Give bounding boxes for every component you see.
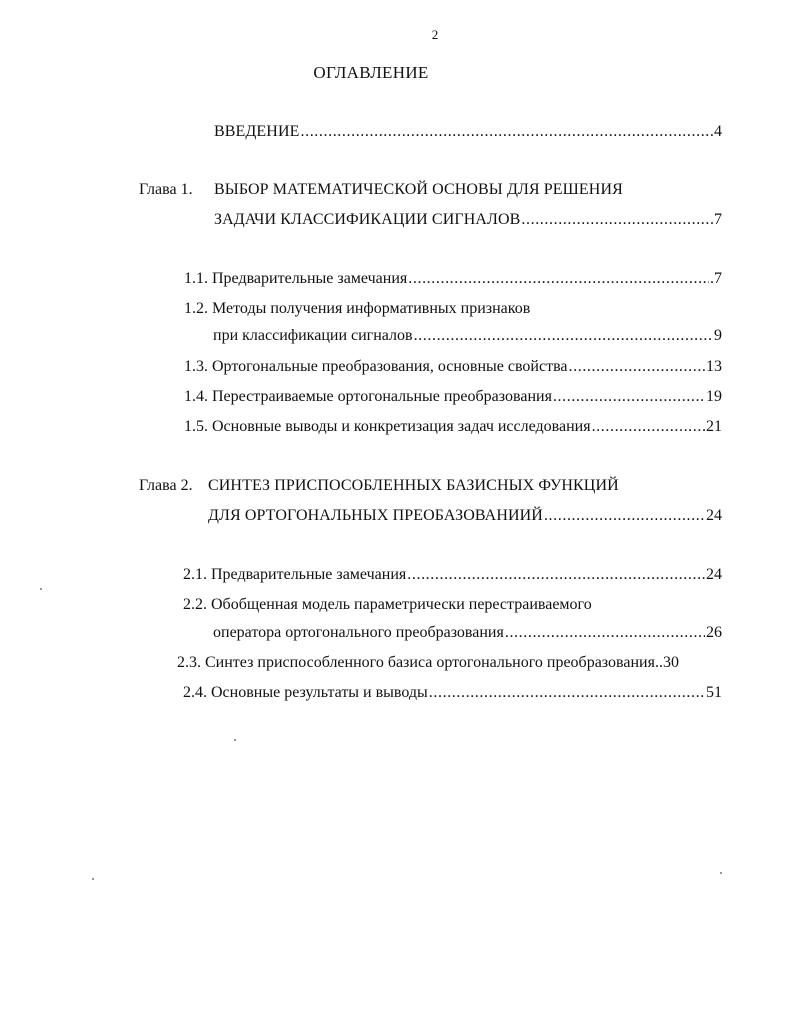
toc-entry-page: 21 <box>706 418 722 435</box>
toc-entry-page: .7 <box>710 270 722 287</box>
chapter2-prefix: Глава 2. <box>139 477 193 494</box>
leader-dots <box>544 506 705 526</box>
chapter1-prefix: Глава 1. <box>139 181 193 198</box>
toc-entry-1-3[interactable] <box>184 357 722 377</box>
toc-entry-2-2[interactable] <box>213 623 722 643</box>
leader-dots <box>407 565 705 585</box>
leader-dots <box>505 623 705 643</box>
section-number: 1.4. <box>184 388 208 405</box>
section-number: 2.3. <box>177 654 201 671</box>
section-title: Методы получения информативных признаков <box>212 300 531 317</box>
section-number: 1.5. <box>184 418 208 435</box>
section-number: 2.2. <box>183 596 207 613</box>
section-number: 1.1. <box>184 270 208 287</box>
toc-entry-page: 26 <box>706 624 722 641</box>
chapter2-title-line2: ДЛЯ ОРТОГОНАЛЬНЫХ ПРЕОБАЗОВАНИИЙ <box>208 507 543 524</box>
leader-dots <box>521 210 713 230</box>
section-number: 2.4. <box>183 684 207 701</box>
toc-entry-intro[interactable] <box>214 122 722 142</box>
chapter1-title-line2: ЗАДАЧИ КЛАССИФИКАЦИИ СИГНАЛОВ <box>214 211 521 228</box>
toc-entry-1-2-line1[interactable] <box>184 299 530 319</box>
toc-entry-page: 51 <box>706 684 722 701</box>
section-title: Обобщенная модель параметрически перестраиваемого <box>211 596 592 613</box>
scan-speck <box>92 878 94 880</box>
toc-entry-page: 13 <box>706 358 722 375</box>
toc-entry-page: 7 <box>714 211 722 228</box>
toc-entry-page: 9 <box>714 327 722 344</box>
toc-entry-page: 19 <box>706 388 722 405</box>
section-title: Основные результаты и выводы <box>211 684 428 701</box>
toc-entry-1-2[interactable] <box>213 326 722 346</box>
section-number: 1.2. <box>184 300 208 317</box>
leader-dots <box>569 357 705 377</box>
leader-dots <box>553 387 705 407</box>
page-number: 2 <box>431 27 439 42</box>
section-title: Предварительные замечания <box>211 566 407 583</box>
section-title: Синтез приспособленного базиса ортогонального преобразования..30 <box>205 654 679 671</box>
scan-speck <box>720 872 722 874</box>
section-title: Предварительные замечания <box>212 270 408 287</box>
toc-entry-2-4[interactable] <box>183 683 722 703</box>
section-title: Перестраиваемые ортогональные преобразования <box>212 388 552 405</box>
toc-entry-1-1[interactable] <box>184 269 722 289</box>
leader-dots <box>414 326 713 346</box>
toc-entry-page: 4 <box>714 123 722 140</box>
toc-entry-label: ВВЕДЕНИЕ <box>214 123 300 140</box>
scan-speck <box>234 739 236 741</box>
leader-dots <box>429 683 705 703</box>
chapter1-title-line1[interactable]: ВЫБОР МАТЕМАТИЧЕСКОЙ ОСНОВЫ ДЛЯ РЕШЕНИЯ <box>214 181 623 198</box>
toc-entry-2-3[interactable] <box>177 653 679 673</box>
page-title: ОГЛАВЛЕНИЕ <box>313 63 429 82</box>
toc-entry-2-1[interactable] <box>183 565 722 585</box>
toc-entry-1-5[interactable] <box>184 417 722 437</box>
section-title: Основные выводы и конкретизация задач исследования <box>212 418 591 435</box>
leader-dots <box>592 417 705 437</box>
section-number: 2.1. <box>183 566 207 583</box>
section-title: Ортогональные преобразования, основные свойства <box>212 358 568 375</box>
chapter2-title-line1[interactable]: СИНТЕЗ ПРИСПОСОБЛЕННЫХ БАЗИСНЫХ ФУНКЦИЙ <box>208 477 619 494</box>
leader-dots <box>408 269 709 289</box>
toc-entry-2-2-line1[interactable] <box>183 595 592 615</box>
section-title-line2: оператора ортогонального преобразования <box>213 624 504 641</box>
scan-speck <box>40 588 42 590</box>
toc-entry-chapter2[interactable] <box>208 506 722 526</box>
section-title-line2: при классификации сигналов <box>213 327 413 344</box>
toc-entry-page: 24 <box>706 566 722 583</box>
toc-entry-1-4[interactable] <box>184 387 722 407</box>
toc-entry-chapter1[interactable] <box>214 210 722 230</box>
toc-entry-page: 24 <box>706 507 722 524</box>
section-number: 1.3. <box>184 358 208 375</box>
leader-dots <box>301 122 714 142</box>
